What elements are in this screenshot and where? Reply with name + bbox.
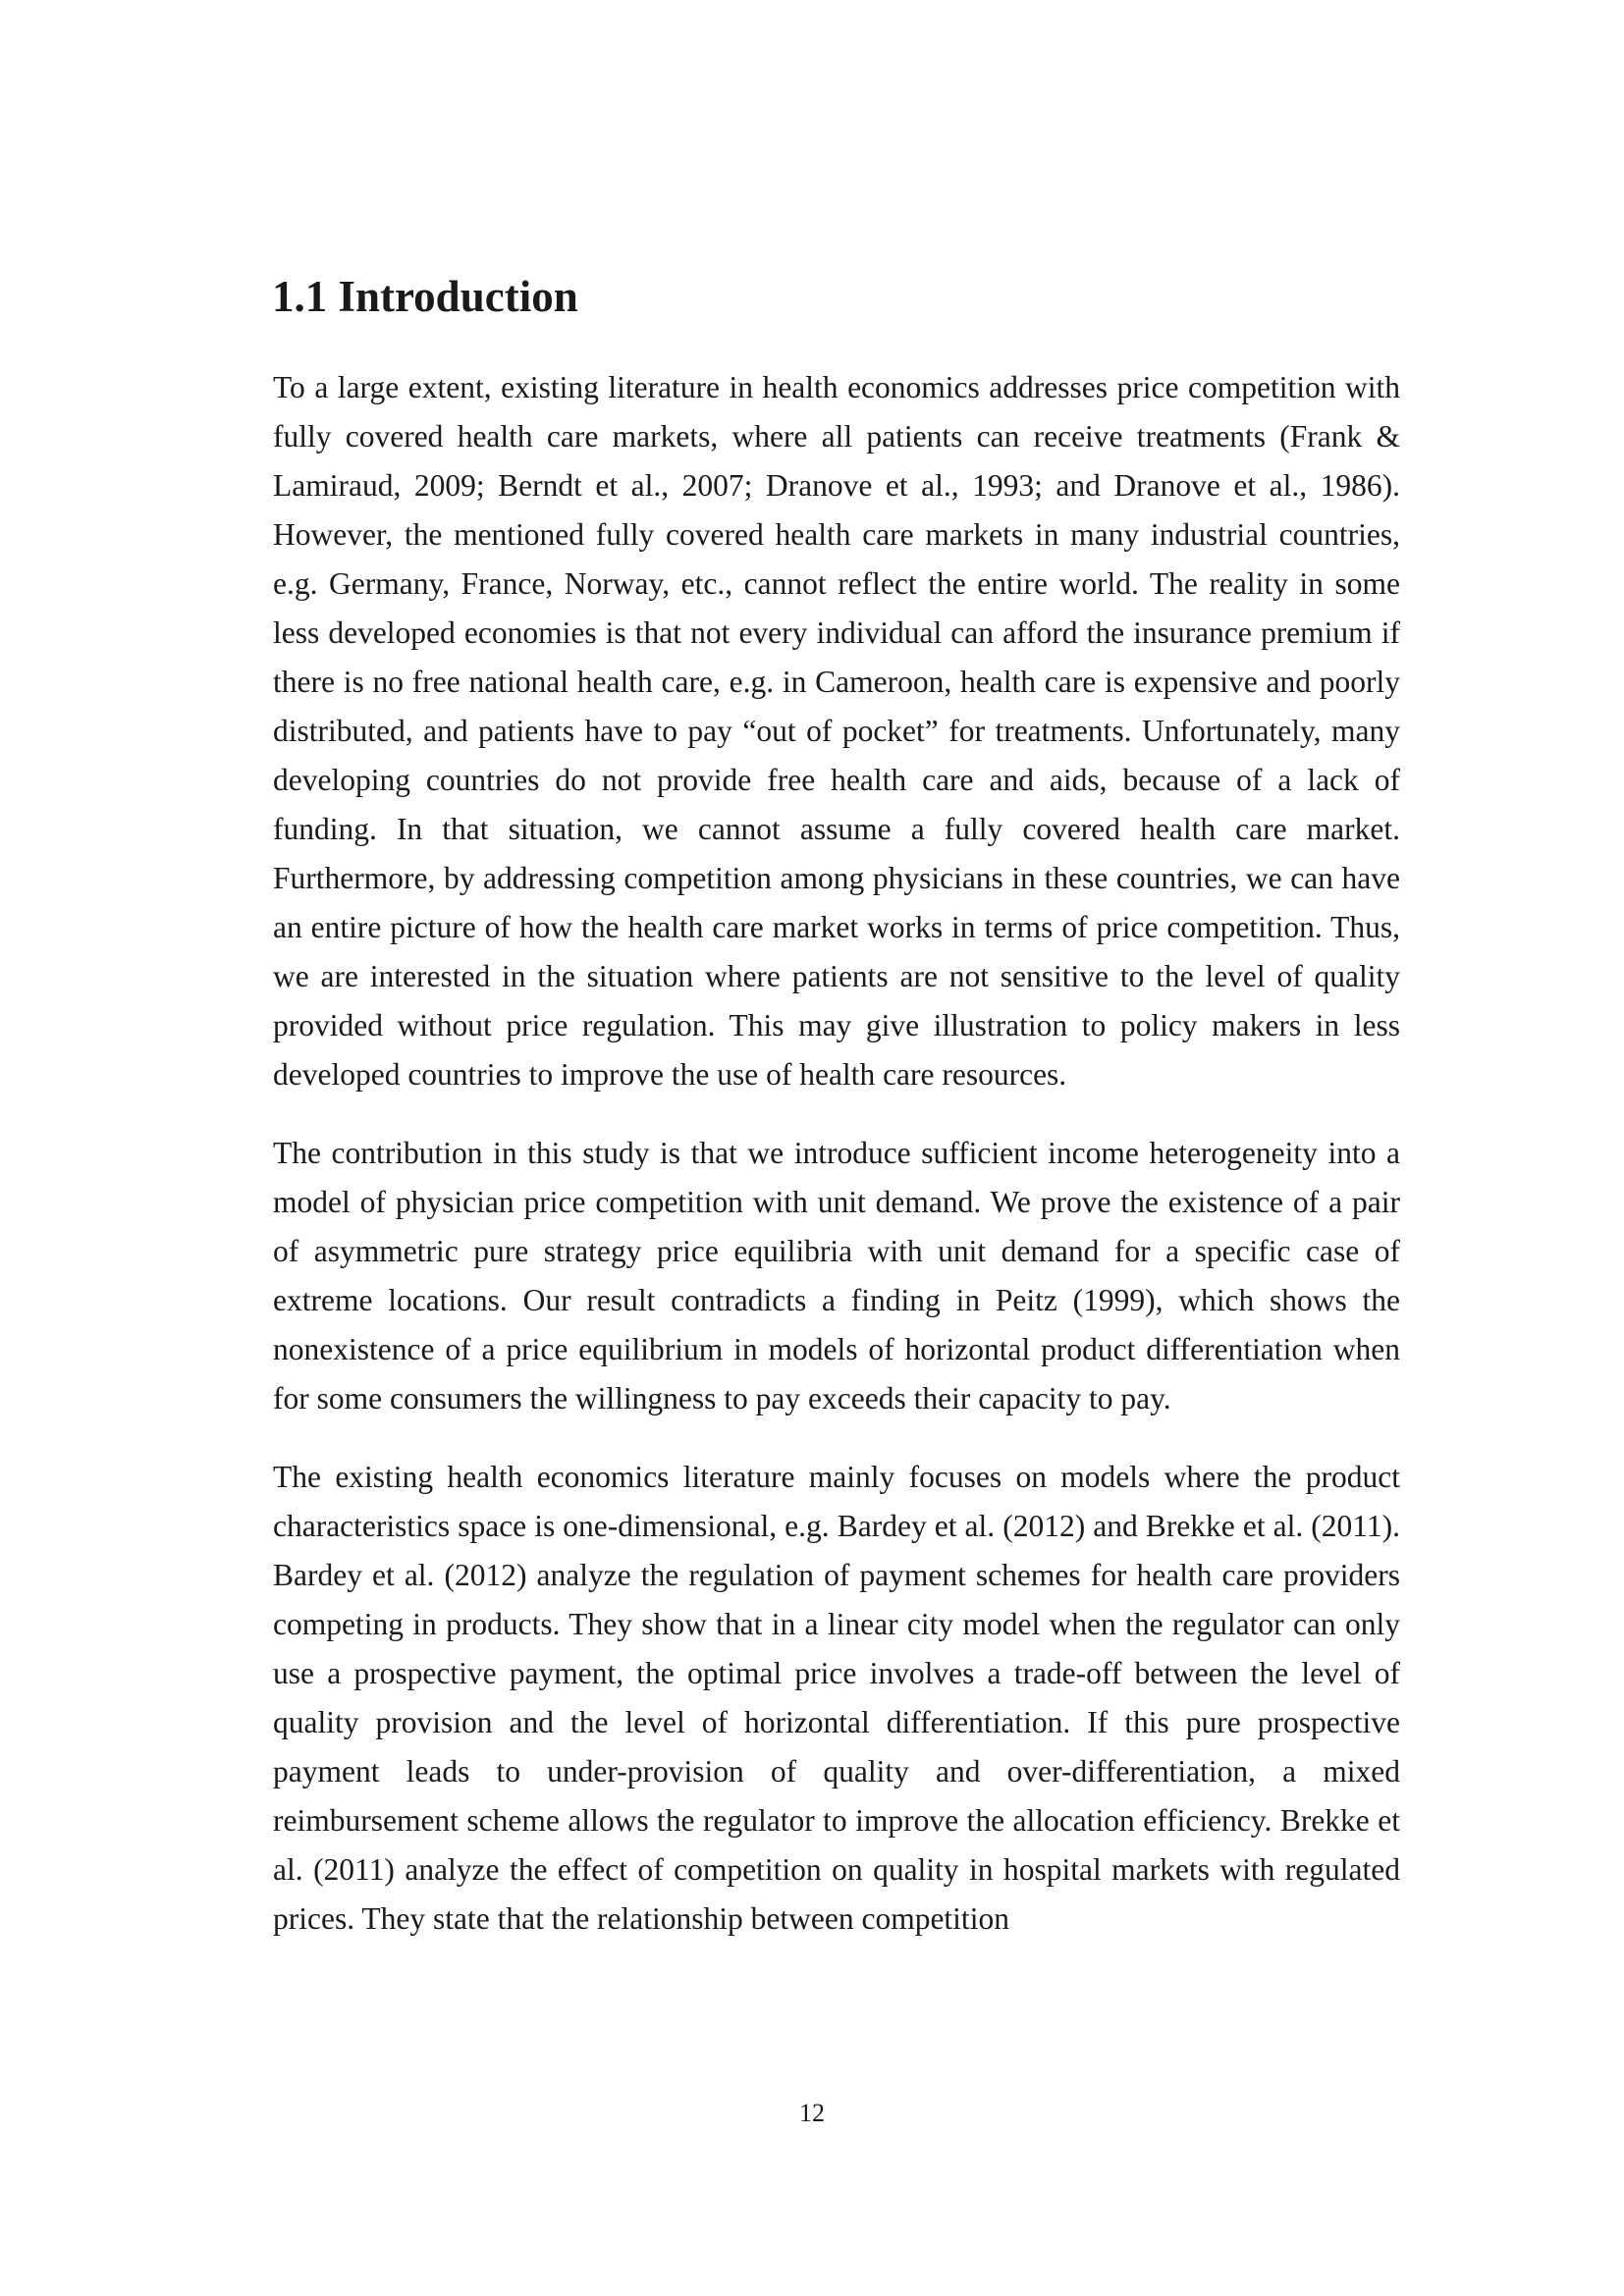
page-number: 12: [799, 2099, 825, 2127]
section-heading: 1.1 Introduction: [272, 272, 578, 321]
paragraph-contribution: The contribution in this study is that we introduce sufficient income heterogeneity into a model of physician price competition with unit demand. We prove the existence of a pair of asymmetric pure strategy price equilibria with unit demand for a specific case of extreme locations. Our result contradicts a finding in Peitz (1999), which shows the nonexistence of a price equilibrium in models of horizontal product differentiation when for some consumers the willingness to pay exceeds their capacity to pay.: [273, 1136, 1400, 1415]
paragraph-intro: To a large extent, existing literature in health economics addresses price competition with fully covered health care markets, where all patients can receive treatments (Frank & Lamiraud, 2009; Berndt et al., 2007; Dranove et al., 1993; and Dranove et al., 1986). However, the mentioned fully covered health care markets in many industrial countries, e.g. Germany, France, Norway, etc., cannot reflect the entire world. The reality in some less developed economies is that not every individual can afford the insurance premium if there is no free national health care, e.g. in Cameroon, health care is expensive and poorly distributed, and patients have to pay “out of pocket” for treatments. Unfortunately, many developing countries do not provide free health care and aids, because of a lack of funding. In that situation, we cannot assume a fully covered health care market. Furthermore, by addressing competition among physicians in these countries, we can have an entire picture of how the health care market works in terms of price competition. Thus, we are interested in the situation where patients are not sensitive to the level of quality provided without price regulation. This may give illustration to policy makers in less developed countries to improve the use of health care resources.: [273, 370, 1400, 1092]
paragraph-literature: The existing health economics literature mainly focuses on models where the product characteristics space is one-dimensional, e.g. Bardey et al. (2012) and Brekke et al. (2011). Bardey et al. (2012) analyze the regulation of payment schemes for health care providers competing in products. They show that in a linear city model when the regulator can only use a prospective payment, the optimal price involves a trade-off between the level of quality provision and the level of horizontal differentiation. If this pure prospective payment leads to under-provision of quality and over-differentiation, a mixed reimbursement scheme allows the regulator to improve the allocation efficiency. Brekke et al. (2011) analyze the effect of competition on quality in hospital markets with regulated prices. They state that the relationship between competition: [273, 1460, 1400, 1936]
body-text: [273, 363, 1400, 1973]
